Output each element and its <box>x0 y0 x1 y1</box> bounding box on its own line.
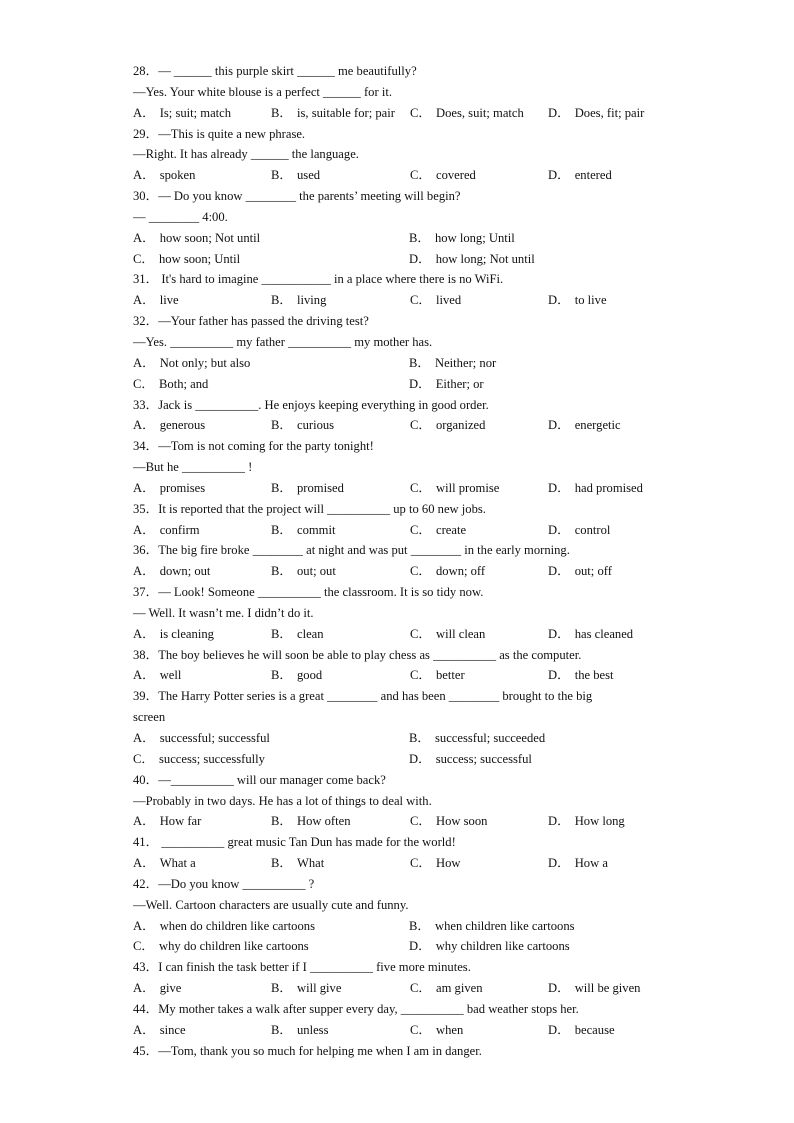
answer-option <box>271 478 344 499</box>
answer-option <box>133 936 309 957</box>
question-dialogue-line: — Well. It wasn’t me. I didn’t do it. <box>133 605 314 620</box>
option-letter: B． <box>271 856 292 871</box>
answer-options-row <box>133 1020 673 1041</box>
option-letter: B． <box>409 230 430 245</box>
answer-options-row <box>133 478 673 499</box>
answer-options-row <box>133 749 673 770</box>
option-letter: A． <box>133 668 155 683</box>
option-letter: A． <box>133 731 155 745</box>
option-letter: D． <box>548 1022 570 1037</box>
option-letter: C． <box>410 856 431 871</box>
answer-option <box>133 520 200 541</box>
option-letter: D． <box>548 814 570 829</box>
question-stem: 29．—This is quite a new phrase. <box>133 126 306 141</box>
option-text: used <box>297 168 321 183</box>
option-text: Does, fit; pair <box>574 105 645 120</box>
answer-option <box>133 290 179 311</box>
question-36 <box>133 540 673 582</box>
question-38 <box>133 645 673 687</box>
answer-options-row <box>133 520 673 541</box>
option-letter: C． <box>133 939 154 954</box>
option-letter: D． <box>409 376 431 391</box>
answer-option <box>548 165 612 186</box>
option-letter: A． <box>133 480 155 495</box>
option-text: down; off <box>436 564 486 579</box>
answer-options-row <box>133 165 673 186</box>
option-text: unless <box>297 1022 329 1037</box>
option-letter: B． <box>271 981 292 996</box>
option-text: better <box>436 668 465 683</box>
answer-options-row <box>133 978 673 999</box>
option-text: how long; Not until <box>435 251 535 266</box>
answer-option <box>410 665 465 686</box>
option-letter: B． <box>271 168 292 183</box>
answer-option <box>409 374 484 395</box>
answer-options-row <box>133 624 673 645</box>
option-letter: B． <box>271 293 292 308</box>
answer-options-row <box>133 415 673 436</box>
question-stem: 38．The boy believes he will soon be able to play chess as __________ as the computer. <box>133 647 582 662</box>
option-letter: A． <box>133 918 155 933</box>
question-29 <box>133 124 673 187</box>
question-41 <box>133 832 673 874</box>
option-text: success; successful <box>435 751 532 766</box>
option-letter: C． <box>410 293 431 308</box>
option-letter: C． <box>410 981 431 996</box>
question-35 <box>133 499 673 541</box>
option-text: when children like cartoons <box>435 918 575 933</box>
option-text: confirm <box>159 522 200 537</box>
option-text: will clean <box>436 626 486 641</box>
option-letter: C． <box>410 668 431 683</box>
option-text: when <box>436 1022 464 1037</box>
question-stem: 44．My mother takes a walk after supper every day, __________ bad weather stops her. <box>133 1001 579 1016</box>
question-dialogue-line: —But he __________ ! <box>133 460 253 475</box>
option-text: create <box>436 522 467 537</box>
option-text: What a <box>159 856 196 871</box>
question-stem: 40．—__________ will our manager come back? <box>133 772 386 787</box>
option-text: How long <box>574 814 625 829</box>
answer-option <box>271 1020 328 1041</box>
option-letter: C． <box>133 376 154 391</box>
answer-options-row <box>133 290 673 311</box>
answer-option <box>271 853 324 874</box>
answer-option <box>133 811 201 832</box>
answer-options-row <box>133 811 673 832</box>
answer-options-row <box>133 728 673 749</box>
option-letter: A． <box>133 814 155 829</box>
answer-option <box>133 916 315 937</box>
option-letter: B． <box>271 814 292 829</box>
question-dialogue-line: — ________ 4:00. <box>133 209 228 224</box>
option-letter: C． <box>410 564 431 579</box>
option-letter: A． <box>133 981 155 996</box>
answer-option <box>271 665 322 686</box>
answer-option <box>271 520 335 541</box>
answer-option <box>133 103 231 124</box>
option-text: since <box>159 1022 186 1037</box>
question-stem: 42．—Do you know __________ ? <box>133 876 315 891</box>
option-letter: C． <box>410 168 431 183</box>
option-text: down; out <box>159 564 211 579</box>
option-letter: A． <box>133 1022 155 1037</box>
question-stem: 41． __________ great music Tan Dun has made for the world! <box>133 835 456 850</box>
question-dialogue-line: —Probably in two days. He has a lot of things to deal with. <box>133 793 432 808</box>
answer-option <box>410 103 524 124</box>
question-stem: 28．— ______ this purple skirt ______ me beautifully? <box>133 64 417 78</box>
answer-option <box>133 624 214 645</box>
answer-option <box>133 728 270 749</box>
option-text: will promise <box>436 480 500 495</box>
option-letter: C． <box>133 251 154 266</box>
question-33 <box>133 395 673 437</box>
option-text: commit <box>297 522 336 537</box>
question-stem: 30．— Do you know ________ the parents’ meeting will begin? <box>133 189 461 204</box>
option-text: why children like cartoons <box>435 939 570 954</box>
answer-options-row <box>133 228 673 249</box>
option-text: Not only; but also <box>159 355 251 370</box>
option-text: how soon; Until <box>159 251 241 266</box>
question-45 <box>133 1041 673 1062</box>
question-37 <box>133 582 673 645</box>
option-letter: B． <box>271 105 292 120</box>
option-text: successful; succeeded <box>435 731 546 745</box>
question-dialogue-line: —Well. Cartoon characters are usually cute and funny. <box>133 897 409 912</box>
answer-options-row <box>133 561 673 582</box>
option-text: How soon <box>436 814 488 829</box>
question-stem: 33．Jack is __________. He enjoys keeping everything in good order. <box>133 397 489 412</box>
option-letter: D． <box>548 668 570 683</box>
answer-option <box>409 728 545 749</box>
answer-option <box>133 665 181 686</box>
option-text: Is; suit; match <box>159 105 232 120</box>
option-text: clean <box>297 626 324 641</box>
option-text: live <box>159 293 179 308</box>
answer-option <box>133 249 240 270</box>
question-stem: 37．— Look! Someone __________ the classroom. It is so tidy now. <box>133 585 484 600</box>
option-letter: B． <box>271 626 292 641</box>
answer-option <box>409 353 496 374</box>
answer-option <box>410 520 466 541</box>
option-text: give <box>159 981 182 996</box>
option-text: spoken <box>159 168 196 183</box>
option-text: Neither; nor <box>435 355 497 370</box>
answer-option <box>548 478 643 499</box>
option-letter: A． <box>133 522 155 537</box>
option-letter: C． <box>133 751 154 766</box>
option-text: am given <box>436 981 483 996</box>
answer-options-row <box>133 853 673 874</box>
answer-option <box>409 249 535 270</box>
option-letter: A． <box>133 230 155 245</box>
option-text: when do children like cartoons <box>159 918 315 933</box>
answer-option <box>133 853 196 874</box>
answer-option <box>133 165 195 186</box>
option-letter: B． <box>271 564 292 579</box>
answer-option <box>271 561 336 582</box>
option-text: successful; successful <box>159 731 270 745</box>
option-text: control <box>574 522 611 537</box>
option-text: how long; Until <box>435 230 515 245</box>
option-letter: A． <box>133 626 155 641</box>
answer-option <box>548 290 607 311</box>
answer-option <box>548 811 625 832</box>
answer-option <box>271 165 320 186</box>
answer-options-row <box>133 374 673 395</box>
option-letter: D． <box>548 480 570 495</box>
question-44 <box>133 999 673 1041</box>
option-text: out; out <box>297 564 336 579</box>
option-text: entered <box>574 168 612 183</box>
option-text: is, suitable for; pair <box>297 105 395 120</box>
answer-option <box>410 811 487 832</box>
option-letter: B． <box>271 668 292 683</box>
option-letter: C． <box>410 814 431 829</box>
question-dialogue-line: screen <box>133 710 166 725</box>
answer-option <box>548 1020 615 1041</box>
answer-option <box>409 936 570 957</box>
option-text: has cleaned <box>574 626 634 641</box>
option-letter: B． <box>271 418 292 433</box>
answer-option <box>410 165 476 186</box>
question-42 <box>133 874 673 957</box>
option-text: good <box>297 668 323 683</box>
option-letter: B． <box>271 522 292 537</box>
answer-option <box>133 374 208 395</box>
option-letter: D． <box>548 105 570 120</box>
option-text: well <box>159 668 182 683</box>
option-letter: B． <box>271 480 292 495</box>
option-letter: B． <box>409 918 430 933</box>
option-text: How a <box>574 856 608 871</box>
option-text: out; off <box>574 564 612 579</box>
option-text: the best <box>574 668 614 683</box>
option-letter: D． <box>548 856 570 871</box>
answer-option <box>410 561 485 582</box>
option-text: living <box>297 293 327 308</box>
option-text: lived <box>436 293 462 308</box>
option-letter: C． <box>410 418 431 433</box>
answer-options-row <box>133 103 673 124</box>
answer-option <box>548 415 621 436</box>
question-32 <box>133 311 673 394</box>
option-text: Either; or <box>435 376 484 391</box>
option-letter: D． <box>548 522 570 537</box>
option-text: had promised <box>574 480 643 495</box>
question-dialogue-line: —Yes. Your white blouse is a perfect ______ for it. <box>133 84 392 99</box>
answer-option <box>133 353 250 374</box>
answer-option <box>410 624 485 645</box>
option-text: how soon; Not until <box>159 230 261 245</box>
question-34 <box>133 436 673 499</box>
question-31 <box>133 269 673 311</box>
question-30 <box>133 186 673 269</box>
question-40 <box>133 770 673 833</box>
option-text: curious <box>297 418 335 433</box>
answer-option <box>409 749 532 770</box>
option-letter: A． <box>133 168 155 183</box>
option-text: How often <box>297 814 351 829</box>
answer-option <box>410 290 461 311</box>
option-letter: A． <box>133 105 155 120</box>
answer-options-row <box>133 249 673 270</box>
option-letter: D． <box>409 251 431 266</box>
answer-option <box>410 415 485 436</box>
question-stem: 43．I can finish the task better if I __________ five more minutes. <box>133 960 471 975</box>
question-stem: 39．The Harry Potter series is a great ________ and has been ________ brought to the big <box>133 689 593 704</box>
option-letter: B． <box>409 355 430 370</box>
option-text: covered <box>436 168 476 183</box>
option-text: Does, suit; match <box>436 105 524 120</box>
answer-option <box>410 1020 463 1041</box>
option-letter: A． <box>133 293 155 308</box>
option-text: How <box>436 856 461 871</box>
option-letter: D． <box>548 626 570 641</box>
question-dialogue-line: —Yes. __________ my father __________ my mother has. <box>133 334 433 349</box>
option-text: promised <box>297 480 344 495</box>
question-43 <box>133 957 673 999</box>
answer-option <box>271 103 395 124</box>
answer-options-row <box>133 936 673 957</box>
answer-option <box>133 561 210 582</box>
question-stem: 45．—Tom, thank you so much for helping me when I am in danger. <box>133 1043 482 1058</box>
option-text: will be given <box>574 981 641 996</box>
answer-option <box>271 624 324 645</box>
option-letter: C． <box>410 480 431 495</box>
question-list <box>133 61 673 1062</box>
answer-option <box>548 978 640 999</box>
option-letter: D． <box>409 939 431 954</box>
option-text: generous <box>159 418 206 433</box>
option-text: because <box>574 1022 615 1037</box>
option-text: organized <box>436 418 486 433</box>
answer-option <box>548 624 633 645</box>
option-letter: A． <box>133 418 155 433</box>
question-28 <box>133 61 673 124</box>
answer-option <box>271 978 341 999</box>
answer-options-row <box>133 665 673 686</box>
question-39 <box>133 686 673 769</box>
answer-option <box>548 853 608 874</box>
option-text: What <box>297 856 325 871</box>
answer-option <box>271 415 334 436</box>
answer-option <box>133 978 181 999</box>
option-letter: D． <box>548 168 570 183</box>
option-letter: C． <box>410 105 431 120</box>
option-letter: D． <box>548 564 570 579</box>
answer-option <box>133 415 205 436</box>
option-letter: C． <box>410 1022 431 1037</box>
answer-options-row <box>133 353 673 374</box>
option-text: success; successfully <box>159 751 265 766</box>
answer-option <box>548 665 614 686</box>
option-letter: C． <box>410 522 431 537</box>
option-text: promises <box>159 480 206 495</box>
answer-option <box>409 916 575 937</box>
question-stem: 32．—Your father has passed the driving test? <box>133 314 369 329</box>
question-stem: 36．The big fire broke ________ at night and was put ________ in the early morning. <box>133 543 570 558</box>
answer-option <box>133 478 205 499</box>
option-letter: D． <box>548 981 570 996</box>
question-stem: 31． It's hard to imagine ___________ in a place where there is no WiFi. <box>133 272 504 287</box>
answer-option <box>271 811 351 832</box>
answer-options-row <box>133 916 673 937</box>
answer-option <box>410 978 483 999</box>
option-text: why do children like cartoons <box>159 939 309 954</box>
question-dialogue-line: —Right. It has already ______ the language. <box>133 147 359 162</box>
question-stem: 34．—Tom is not coming for the party tonight! <box>133 439 374 454</box>
answer-option <box>133 1020 186 1041</box>
option-letter: A． <box>133 856 155 871</box>
option-letter: D． <box>548 418 570 433</box>
option-letter: D． <box>548 293 570 308</box>
option-letter: A． <box>133 355 155 370</box>
option-text: will give <box>297 981 342 996</box>
answer-option <box>548 103 644 124</box>
option-text: energetic <box>574 418 621 433</box>
option-text: to live <box>574 293 607 308</box>
option-letter: D． <box>409 751 431 766</box>
answer-option <box>548 520 610 541</box>
answer-option <box>409 228 515 249</box>
option-text: How far <box>159 814 202 829</box>
answer-option <box>133 228 260 249</box>
option-letter: B． <box>271 1022 292 1037</box>
option-letter: A． <box>133 564 155 579</box>
answer-option <box>410 478 499 499</box>
option-letter: B． <box>409 731 430 745</box>
question-stem: 35．It is reported that the project will __________ up to 60 new jobs. <box>133 501 486 516</box>
answer-option <box>133 749 265 770</box>
option-text: Both; and <box>159 376 209 391</box>
answer-option <box>410 853 461 874</box>
answer-option <box>271 290 326 311</box>
answer-option <box>548 561 612 582</box>
option-text: is cleaning <box>159 626 214 641</box>
option-letter: C． <box>410 626 431 641</box>
